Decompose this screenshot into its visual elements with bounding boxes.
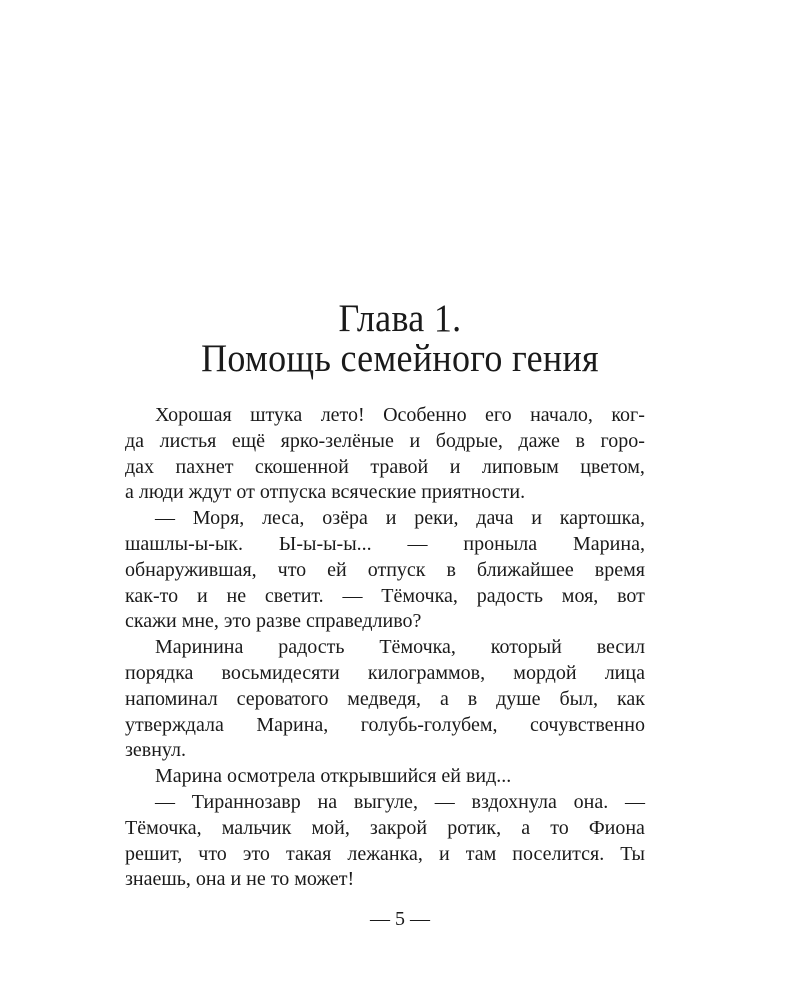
- word: —: [434, 790, 455, 813]
- word: ког-: [611, 404, 645, 426]
- text-line: [125, 532, 645, 558]
- text-line-content: а люди ждут от отпуска всяческие приятности.: [125, 481, 526, 504]
- text-line: [125, 713, 645, 739]
- word: отпуск: [367, 558, 426, 581]
- word: и: [531, 507, 542, 530]
- text-line: [125, 609, 645, 635]
- word: начало,: [530, 404, 593, 426]
- text-line: [125, 455, 645, 481]
- word: озёра: [322, 507, 368, 530]
- word: голубь-голубем,: [360, 713, 498, 736]
- text-line: [125, 867, 645, 893]
- text-line: [125, 790, 645, 816]
- word: пахнет: [175, 455, 234, 478]
- word: вот: [617, 584, 645, 607]
- chapter-number: Глава 1.: [338, 296, 462, 340]
- word: шашлы-ы-ык.: [125, 532, 244, 555]
- word: не: [226, 584, 247, 607]
- word: весил: [596, 636, 645, 659]
- word: Маринина: [155, 636, 244, 659]
- word: что: [277, 558, 307, 581]
- word: и: [196, 584, 208, 607]
- word: и: [449, 455, 461, 478]
- word: даже: [518, 429, 560, 452]
- text-line: [125, 429, 645, 455]
- word: и: [409, 429, 421, 452]
- word: радость: [476, 584, 543, 607]
- word: что: [198, 842, 227, 865]
- word: ротик,: [447, 816, 502, 839]
- text-line: [125, 687, 645, 713]
- word: ей: [327, 558, 347, 581]
- chapter-heading: [0, 298, 800, 378]
- word: его: [485, 404, 512, 426]
- word: мордой: [513, 661, 577, 684]
- text-line: [125, 403, 645, 429]
- word: Моря,: [192, 507, 245, 530]
- word: поселится.: [512, 842, 605, 865]
- word: который: [490, 636, 562, 659]
- text-line: [125, 635, 645, 661]
- word: в: [446, 558, 456, 581]
- word: да: [125, 429, 145, 452]
- word: Марина,: [256, 713, 329, 736]
- word: такая: [285, 842, 332, 865]
- text-line: [125, 558, 645, 584]
- text-line-content: Марина осмотрела открывшийся ей вид...: [155, 765, 512, 788]
- word: был,: [559, 687, 599, 710]
- word: ещё: [231, 429, 266, 452]
- text-line-content: зевнул.: [125, 739, 187, 762]
- word: травой: [370, 455, 429, 478]
- word: леса,: [262, 507, 305, 530]
- word: реки,: [414, 507, 459, 530]
- word: дах: [125, 455, 155, 478]
- word: выгуле,: [353, 790, 418, 813]
- word: сероватого: [236, 687, 329, 710]
- word: —: [155, 507, 175, 530]
- word: Тёмочка,: [125, 816, 202, 839]
- word: лежанка,: [347, 842, 423, 865]
- word: сочувственно: [529, 713, 645, 736]
- word: лица: [604, 661, 645, 684]
- word: листья: [159, 429, 217, 452]
- word: —: [155, 790, 175, 813]
- word: в: [467, 687, 478, 710]
- word: Тёмочка,: [379, 636, 456, 659]
- word: обнаружившая,: [125, 558, 257, 581]
- word: Тираннозавр: [191, 790, 301, 813]
- word: и: [385, 507, 397, 530]
- word: светит.: [264, 584, 324, 607]
- word: дача: [476, 507, 514, 530]
- word: —: [407, 532, 428, 555]
- word: штука: [250, 404, 303, 426]
- word: а: [521, 816, 531, 839]
- word: ярко-зелёные: [280, 429, 394, 452]
- word: как: [616, 687, 645, 710]
- word: то: [550, 816, 569, 839]
- word: горо-: [600, 429, 645, 452]
- word: картошка,: [559, 507, 645, 530]
- word: липовым: [481, 455, 559, 478]
- word: душе: [496, 687, 541, 710]
- chapter-title: Помощь семейного гения: [201, 336, 599, 380]
- word: мой,: [311, 816, 350, 839]
- word: закрой: [369, 816, 428, 839]
- word: бодрые,: [435, 429, 503, 452]
- word: как-то: [125, 584, 179, 607]
- word: Ы-ы-ы-ы...: [278, 532, 372, 555]
- word: решит,: [125, 842, 183, 865]
- word: скошенной: [254, 455, 349, 478]
- word: на: [317, 790, 338, 813]
- word: моя,: [561, 584, 599, 607]
- page-number: — 5 —: [370, 908, 430, 930]
- word: килограммов,: [367, 661, 486, 684]
- word: утверждала: [125, 713, 224, 736]
- word: и: [438, 842, 450, 865]
- text-line: [125, 661, 645, 687]
- text-line: [125, 584, 645, 610]
- word: это: [242, 842, 270, 865]
- word: восьмидесяти: [221, 661, 340, 684]
- word: Хорошая: [155, 404, 232, 426]
- word: порядка: [125, 661, 194, 684]
- word: радость: [278, 636, 345, 659]
- word: проныла: [463, 532, 538, 555]
- text-line: [125, 842, 645, 868]
- word: напоминал: [125, 687, 218, 710]
- word: а: [439, 687, 449, 710]
- text-line: [125, 506, 645, 532]
- text-line: [125, 480, 645, 506]
- word: мальчик: [221, 816, 292, 839]
- text-line: [125, 738, 645, 764]
- text-line: [125, 764, 645, 790]
- word: там: [465, 842, 497, 865]
- word: в: [575, 429, 585, 452]
- word: —: [625, 790, 645, 813]
- word: Марина,: [573, 532, 645, 555]
- word: Ты: [620, 842, 645, 865]
- word: Тёмочка,: [381, 584, 458, 607]
- text-line-content: скажи мне, это разве справедливо?: [125, 610, 422, 633]
- word: время: [594, 558, 645, 581]
- word: она.: [573, 790, 609, 813]
- word: —: [342, 584, 363, 607]
- text-line: [125, 816, 645, 842]
- word: лето!: [320, 404, 365, 426]
- text-line-content: знаешь, она и не то может!: [125, 868, 355, 891]
- word: цветом,: [580, 455, 645, 478]
- word: вздохнула: [471, 790, 557, 813]
- word: Особенно: [383, 404, 467, 426]
- chapter-body-text: [125, 403, 645, 893]
- word: медведя,: [347, 687, 422, 710]
- word: ближайшее: [476, 558, 574, 581]
- word: Фиона: [588, 816, 645, 839]
